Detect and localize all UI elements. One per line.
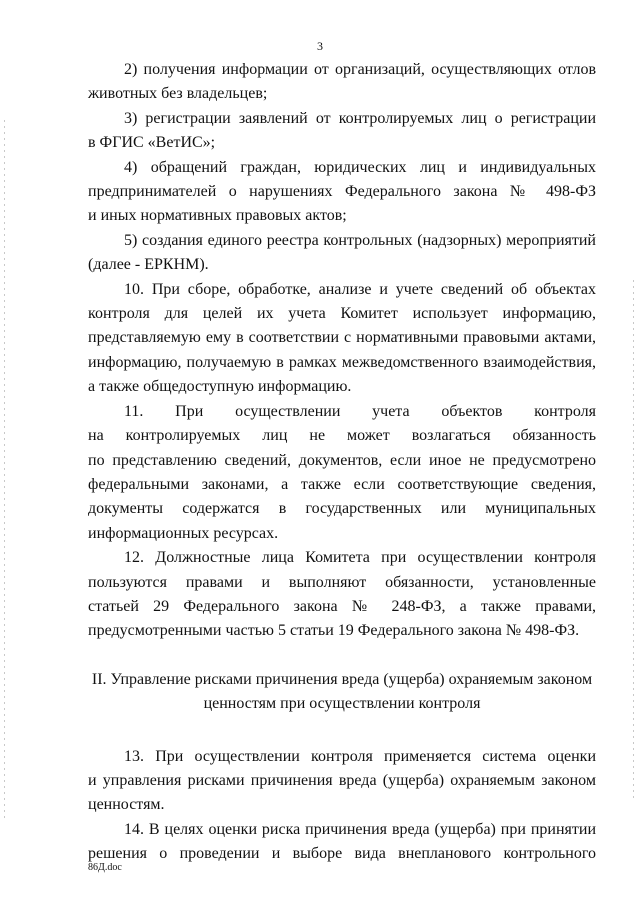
text-line: животных без владельцев; [88, 85, 268, 103]
text-line: документы содержатся в государственных или муниципальных [88, 500, 596, 518]
text-line: статьей 29 Федерального закона № 248-ФЗ, а также правами, [88, 597, 596, 615]
paragraphs-block-2 [88, 745, 596, 867]
text-line: 5) создания единого реестра контрольных (надзорных) мероприятий [124, 231, 596, 249]
text-line: информацию, получаемую в рамках межведомственного взаимодействия, [88, 353, 596, 371]
text-line: 13. При осуществлении контроля применяется система оценки [124, 747, 596, 765]
text-line: (далее - ЕРКНМ). [88, 256, 209, 274]
text-line: 14. В целях оценки риска причинения вреда (ущерба) при принятии [124, 820, 596, 838]
text-line: ценностям. [88, 796, 165, 814]
scan-edge-left [4, 120, 5, 820]
text-line: 11. При осуществлении учета объектов контроля [124, 402, 596, 420]
heading-spacer [88, 717, 596, 745]
text-line: информационных ресурсах. [88, 524, 279, 542]
footer-filename: 86Д.doc [88, 862, 122, 873]
text-line: решения о проведении и выборе вида внепланового контрольного [88, 845, 596, 863]
text-line: 2) получения информации от организаций, осуществляющих отлов [124, 61, 596, 78]
text-line: 3) регистрации заявлений от контролируемых лиц о регистрации [124, 109, 596, 127]
text-line: и управления рисками причинения вреда (ущерба) охраняемым законом [88, 771, 596, 789]
section-heading-line-2: ценностям при осуществлении контроля [203, 695, 481, 713]
scan-edge-right [633, 280, 634, 800]
text-line: федеральными законами, а также если соответствующие сведения, [88, 475, 596, 493]
text-line: 12. Должностные лица Комитета при осуществлении контроля [124, 549, 596, 567]
text-line: а также общедоступную информацию. [88, 378, 352, 396]
text-line: пользуются правами и выполняют обязанности, установленные [88, 573, 596, 591]
text-line: предусмотренными частью 5 статьи 19 Федерального закона № 498-ФЗ. [88, 622, 580, 640]
text-line: в ФГИС «ВетИС»; [88, 134, 216, 152]
text-line: предпринимателей о нарушениях Федерального закона № 498-ФЗ [88, 183, 596, 201]
section-heading [88, 668, 596, 717]
text-line: контроля для целей их учета Комитет использует информацию, [88, 305, 596, 323]
paragraphs-block-1 [88, 58, 596, 644]
text-line: и иных нормативных правовых актов; [88, 207, 347, 225]
page-number: 3 [317, 39, 323, 53]
text-line: по представлению сведений, документов, если иное не предусмотрено [88, 451, 596, 469]
text-line: на контролируемых лиц не может возлагаться обязанность [88, 427, 596, 445]
section-heading-line-1: II. Управление рисками причинения вреда (ущерба) охраняемым законом [91, 670, 593, 688]
text-line: 10. При сборе, обработке, анализе и учете сведений об объектах [124, 280, 596, 298]
text-line: 4) обращений граждан, юридических лиц и индивидуальных [124, 158, 596, 176]
document-body [88, 58, 596, 867]
text-line: представляемую ему в соответствии с нормативными правовыми актами, [88, 329, 596, 347]
